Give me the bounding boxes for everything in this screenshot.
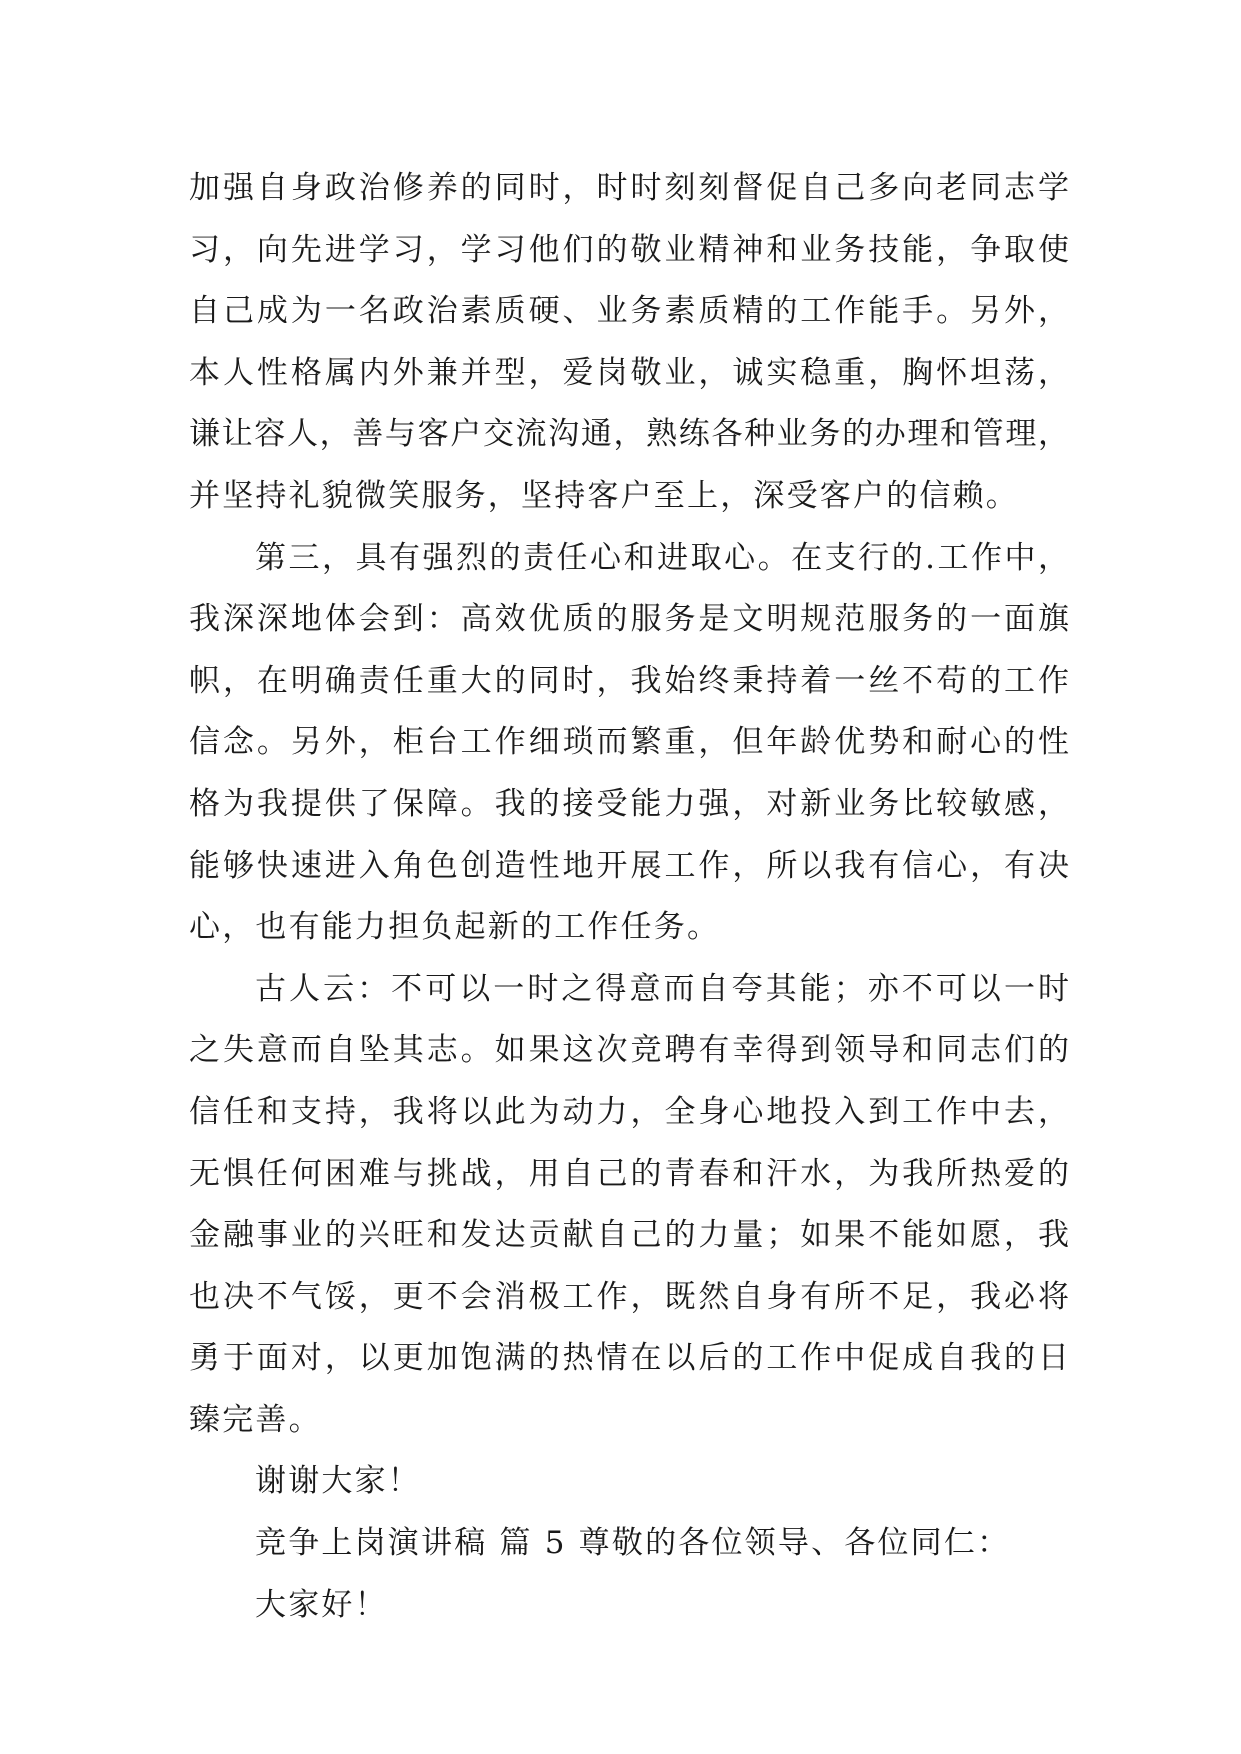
text-line: 本人性格属内外兼并型，爱岗敬业，诚实稳重，胸怀坦荡，: [189, 354, 1069, 391]
text-line: 心，也有能力担负起新的工作任务。: [189, 909, 721, 946]
thanks-line: 谢谢大家！: [255, 1463, 421, 1500]
text-line: 加强自身政治修养的同时，时时刻刻督促自己多向老同志学: [189, 170, 1069, 206]
text-line: 习，向先进学习，学习他们的敬业精神和业务技能，争取使: [189, 231, 1069, 268]
greeting-line: 大家好！: [255, 1586, 388, 1623]
text-line: 之失意而自坠其志。如果这次竞聘有幸得到领导和同志们的: [189, 1032, 1069, 1069]
text-line: 能够快速进入角色创造性地开展工作，所以我有信心，有决: [189, 847, 1069, 884]
text-line: 勇于面对，以更加饱满的热情在以后的工作中促成自我的日: [189, 1340, 1069, 1377]
text-line: 臻完善。: [189, 1401, 322, 1438]
paragraph-start-line: 第三，具有强烈的责任心和进取心。在支行的.工作中，: [255, 539, 1069, 576]
text-line: 谦让容人，善与客户交流沟通，熟练各种业务的办理和管理，: [189, 416, 1069, 453]
text-line: 自己成为一名政治素质硬、业务素质精的工作能手。另外，: [189, 293, 1069, 330]
speech-heading-line: 竞争上岗演讲稿 篇 5 尊敬的各位领导、各位同仁：: [255, 1525, 1011, 1562]
body-text: [189, 158, 1069, 1636]
text-line: 也决不气馁，更不会消极工作，既然自身有所不足，我必将: [189, 1278, 1069, 1315]
text-line: 金融事业的兴旺和发达贡献自己的力量；如果不能如愿，我: [189, 1217, 1069, 1254]
text-line: 信任和支持，我将以此为动力，全身心地投入到工作中去，: [189, 1093, 1069, 1130]
text-line: 信念。另外，柜台工作细琐而繁重，但年龄优势和耐心的性: [189, 724, 1069, 761]
text-line: 帜，在明确责任重大的同时，我始终秉持着一丝不苟的工作: [189, 662, 1069, 699]
paragraph-start-line: 古人云：不可以一时之得意而自夸其能；亦不可以一时: [255, 970, 1069, 1007]
text-line: 格为我提供了保障。我的接受能力强，对新业务比较敏感，: [189, 785, 1069, 822]
text-line: 无惧任何困难与挑战，用自己的青春和汗水，为我所热爱的: [189, 1155, 1069, 1192]
text-line: 并坚持礼貌微笑服务，坚持客户至上，深受客户的信赖。: [189, 477, 1019, 514]
text-line: 我深深地体会到：高效优质的服务是文明规范服务的一面旗: [189, 601, 1069, 638]
